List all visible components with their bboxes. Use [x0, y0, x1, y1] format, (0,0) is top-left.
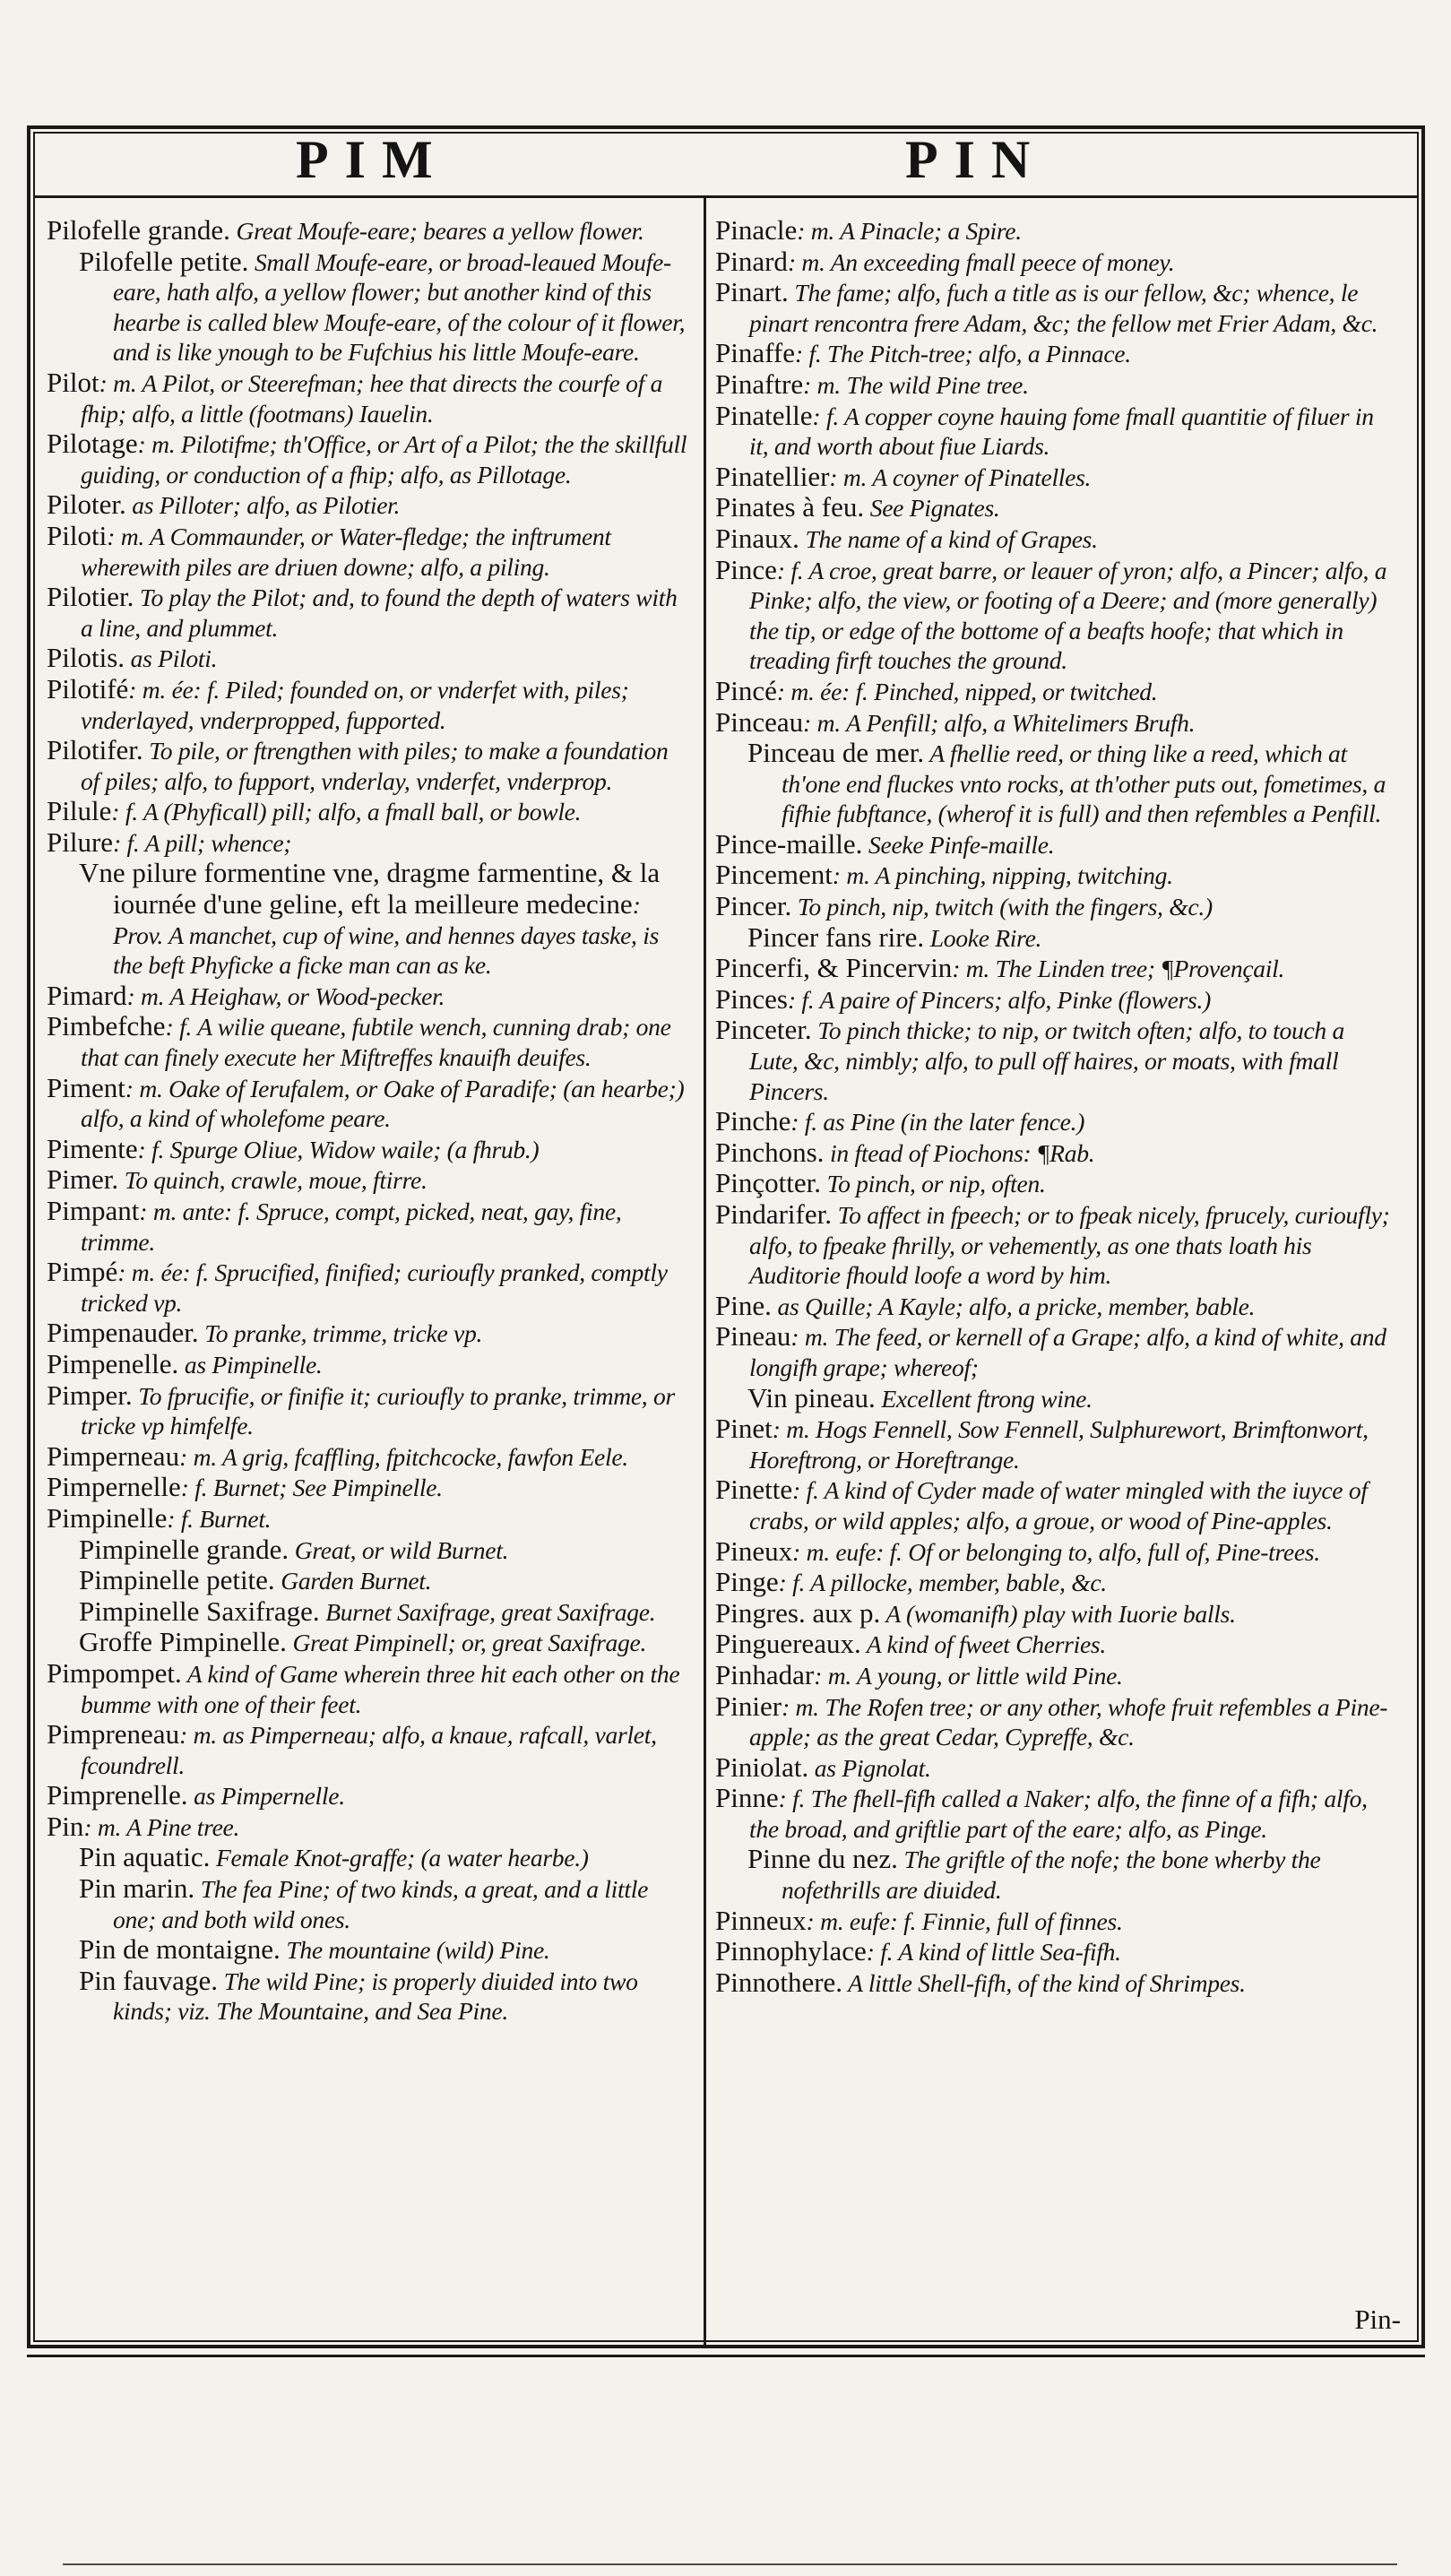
entry-headword: Pin de montaigne. [79, 1933, 281, 1966]
dictionary-entry [47, 1873, 690, 1934]
entry-headword: Pilofelle petite. [79, 245, 249, 277]
entry-definition: See Pignates. [864, 494, 1000, 523]
entry-headword: Pilure [47, 826, 114, 858]
entry-definition: Burnet Saxifrage, great Saxifrage. [319, 1597, 656, 1626]
entry-definition: : m. eufe: f. Finnie, full of finnes. [806, 1906, 1123, 1935]
entry-headword: Pince [715, 553, 777, 585]
entry-definition: : f. A copper coyne hauing fome fmall quantitie of filuer in it, and worth about fiue Liards. [749, 402, 1374, 461]
entry-definition: Great Pimpinell; or, great Saxifrage. [286, 1629, 647, 1657]
dictionary-entry [47, 1257, 690, 1318]
entry-headword: Pinatellier [715, 460, 830, 492]
entry-headword: Pimpinelle [47, 1501, 168, 1534]
entry-headword: Piloter. [47, 488, 126, 521]
dictionary-entry [47, 1966, 690, 2027]
entry-headword: Pimard [47, 979, 127, 1011]
entry-headword: Pinche [715, 1105, 791, 1137]
entry-definition: as Quille; A Kayle; alfo, a pricke, member, bable. [771, 1292, 1256, 1320]
entry-definition: To pranke, trimme, tricke vp. [198, 1319, 483, 1348]
dictionary-entry [47, 582, 690, 643]
entry-definition: A kind of Game wherein three hit each other on the bumme with one of their feet. [81, 1659, 680, 1718]
entry-definition: Excellent ftrong wine. [875, 1384, 1093, 1413]
entry-definition: : m. Pilotifme; th'Office, or Art of a Pilot; the the skillfull guiding, or conduction of a fhip; alfo, as Pillotage. [81, 430, 687, 488]
entry-definition: as Pignolat. [808, 1753, 931, 1782]
entry-definition: Small Moufe-eare, or broad-leaued Moufe-eare, hath alfo, a yellow flower; but another kind of this hearbe is called blew Moufe-eare, of the colour of it flower, and is like ynough to be Fufchius his little Moufe-eare. [113, 247, 686, 367]
entry-definition: : m. The wild Pine tree. [803, 370, 1029, 399]
dictionary-entry [715, 1598, 1398, 1629]
entry-headword: Pilotier. [47, 581, 134, 613]
entry-headword: Pilotis. [47, 642, 125, 674]
dictionary-entry [715, 1844, 1398, 1905]
entry-definition: : m. A young, or little wild Pine. [814, 1661, 1123, 1690]
entry-definition: The wild Pine; is properly diuided into two kinds; viz. The Mountaine, and Sea Pine. [113, 1967, 638, 2026]
dictionary-entry [47, 521, 690, 582]
entry-definition: : f. A paire of Pincers; alfo, Pinke (flowers.) [787, 985, 1211, 1014]
dictionary-entry [47, 858, 690, 980]
dictionary-entry [47, 1811, 690, 1843]
entry-headword: Pinge [715, 1566, 779, 1598]
dictionary-entry [47, 489, 690, 521]
entry-definition: : f. Burnet; See Pimpinelle. [180, 1474, 443, 1502]
entry-definition: : m. Hogs Fennell, Sow Fennell, Sulphurewort, Brimftonwort, Horeftrong, or Horeftrange. [749, 1415, 1369, 1474]
entry-headword: Pilofelle grande. [47, 215, 230, 246]
dictionary-entry [47, 1534, 690, 1566]
entry-headword: Pilule [47, 795, 112, 827]
dictionary-entry [47, 1134, 690, 1165]
header-rule [34, 195, 1417, 198]
entry-headword: Pimperneau [47, 1439, 180, 1472]
entry-definition: A little Shell-fifh, of the kind of Shrimpes. [842, 1968, 1246, 1997]
dictionary-entry [715, 1015, 1398, 1106]
dictionary-entry [715, 1291, 1398, 1322]
entry-definition: as Piloti. [125, 644, 218, 673]
dictionary-entry [47, 1380, 690, 1441]
entry-definition: The fea Pine; of two kinds, a great, and a little one; and both wild ones. [113, 1875, 649, 1933]
bottom-rule [63, 2563, 1397, 2565]
dictionary-entry [47, 1011, 690, 1072]
entry-headword: Pinnophylace [715, 1935, 867, 1967]
entry-headword: Pimprenelle. [47, 1779, 188, 1811]
dictionary-entry [47, 428, 690, 489]
entry-headword: Pinchons. [715, 1136, 825, 1168]
entry-definition: A (womanifh) play with Iuorie balls. [880, 1599, 1236, 1628]
entry-definition: : m. Oake of Ierufalem, or Oake of Paradife; (an hearbe;) alfo, a kind of wholefome peare. [81, 1074, 685, 1133]
running-head-left: PIM [296, 130, 449, 189]
entry-headword: Piment [47, 1071, 125, 1103]
dictionary-entry [715, 1629, 1398, 1660]
dictionary-entry [715, 1660, 1398, 1691]
entry-definition: The mountaine (wild) Pine. [280, 1936, 550, 1965]
entry-definition: : m. The Linden tree; ¶Provençail. [952, 955, 1285, 983]
dictionary-entry [715, 492, 1398, 523]
entry-headword: Pilotifer. [47, 734, 143, 766]
dictionary-entry [715, 1906, 1398, 1937]
entry-definition: Looke Rire. [924, 923, 1042, 952]
dictionary-entry [47, 1719, 690, 1780]
dictionary-entry [47, 1842, 690, 1873]
dictionary-entry [47, 1349, 690, 1380]
entry-definition: as Pimpinelle. [178, 1350, 323, 1379]
dictionary-entry [715, 555, 1398, 676]
entry-definition: : m. ée: f. Sprucified, finified; curioufly pranked, comptly tricked vp. [81, 1258, 668, 1317]
entry-definition: To pile, or ftrengthen with piles; to make a foundation of piles; alfo, to fupport, vnderlay, vnderfet, vnderprop. [81, 737, 669, 795]
entry-headword: Pinier [715, 1690, 782, 1722]
dictionary-entry [715, 891, 1398, 922]
entry-definition: : m. A Pinacle; a Spire. [797, 217, 1022, 245]
entry-headword: Pimente [47, 1132, 138, 1164]
left-column [47, 215, 690, 2339]
entry-headword: Pincé [715, 674, 777, 706]
entry-headword: Pinard [715, 245, 788, 277]
entry-headword: Pinette [715, 1474, 793, 1506]
entry-headword: Pin aquatic. [79, 1841, 211, 1873]
entry-headword: Pimpompet. [47, 1656, 182, 1689]
dictionary-entry [47, 1596, 690, 1628]
catchword: Pin- [1354, 2304, 1401, 2335]
entry-definition: To affect in fpeech; or to fpeak nicely, fprucely, curioufly; alfo, to fpeake fhrilly, or vehemently, as one thats loath his Auditorie fhould loofe a word by him. [749, 1201, 1390, 1290]
dictionary-entry [715, 1536, 1398, 1568]
entry-definition: : f. A kind of Cyder made of water mingled with the iuyce of crabs, or wild apples; alfo, a groue, or wood of Pine-apples. [749, 1476, 1368, 1534]
dictionary-entry [715, 277, 1398, 338]
entry-definition: : m. A coyner of Pinatelles. [829, 462, 1092, 491]
dictionary-entry [47, 367, 690, 428]
dictionary-entry [47, 1780, 690, 1811]
entry-headword: Pinhadar [715, 1658, 815, 1690]
dictionary-entry [715, 922, 1398, 954]
entry-headword: Pimpé [47, 1256, 118, 1288]
entry-headword: Pinne [715, 1782, 779, 1814]
entry-headword: Pinneux [715, 1904, 807, 1936]
entry-headword: Pinet [715, 1413, 773, 1445]
entry-definition: : m. ée: f. Piled; founded on, or vnderfet with, piles; vnderlayed, vnderpropped, fupported. [81, 675, 629, 734]
entry-definition: The fame; alfo, fuch a title as is our fellow, &c; whence, le pinart rencontra frere Adam, &c; the fellow met Frier Adam, &c. [749, 279, 1378, 337]
dictionary-entry [715, 1936, 1398, 1967]
entry-headword: Pimpinelle Saxifrage. [79, 1595, 320, 1627]
entry-headword: Pilotage [47, 428, 138, 460]
entry-definition: : f. A pill; whence; [113, 828, 292, 857]
entry-headword: Pinacle [715, 215, 798, 246]
entry-definition: : f. A pillocke, member, bable, &c. [778, 1569, 1107, 1597]
entry-headword: Pimbefche [47, 1010, 166, 1042]
entry-definition: Seeke Pinfe-maille. [862, 830, 1055, 859]
entry-headword: Pinaux. [715, 522, 799, 554]
dictionary-entry [47, 246, 690, 367]
entry-headword: Pincer. [715, 890, 792, 922]
entry-headword: Pinnothere. [715, 1966, 843, 1998]
entry-definition: Great, or wild Burnet. [289, 1535, 509, 1564]
entry-headword: Pincer fans rire. [747, 921, 925, 953]
entry-definition: To pinch thicke; to nip, or twitch often; alfo, to touch a Lute, &c, nimbly; alfo, to pull off haires, or moats, with fmall Pincers. [749, 1016, 1345, 1105]
dictionary-entry [715, 860, 1398, 891]
entry-definition: To pinch, or nip, often. [820, 1170, 1046, 1198]
right-column [715, 215, 1398, 2339]
entry-definition: The name of a kind of Grapes. [799, 524, 1098, 553]
entry-headword: Pimpenelle. [47, 1347, 179, 1379]
entry-headword: Pin marin. [79, 1872, 195, 1905]
entry-definition: : f. Burnet. [167, 1504, 272, 1533]
dictionary-entry [47, 1472, 690, 1503]
dictionary-entry [715, 1168, 1398, 1199]
entry-headword: Piloti [47, 519, 108, 551]
entry-definition: A fhellie reed, or thing like a reed, which at th'one end fluckes vnto rocks, at th'other puts out, fometimes, a fifhie fubftance, (wherof it is full) and then refembles a Penfill. [782, 739, 1386, 828]
entry-headword: Pimpinelle petite. [79, 1564, 275, 1596]
entry-headword: Pin [47, 1810, 84, 1842]
dictionary-entry [47, 1441, 690, 1473]
running-head-right: PIN [905, 130, 1047, 189]
dictionary-entry [715, 1783, 1398, 1844]
dictionary-entry [47, 735, 690, 796]
dictionary-entry [715, 401, 1398, 462]
dictionary-entry [715, 1474, 1398, 1535]
entry-definition: : m. A Pilot, or Steerefman; hee that directs the courfe of a fhip; alfo, a little (footmans) Iauelin. [81, 368, 663, 428]
entry-definition: : f. A kind of little Sea-fifh. [866, 1938, 1121, 1967]
dictionary-entry [47, 643, 690, 674]
entry-definition: : f. A (Phyficall) pill; alfo, a fmall ball, or bowle. [111, 798, 582, 826]
entry-definition: : m. The feed, or kernell of a Grape; alfo, a kind of white, and longifh grape; whereof; [749, 1323, 1386, 1381]
dictionary-entry [715, 953, 1398, 984]
dictionary-entry [715, 1413, 1398, 1474]
entry-definition: To play the Pilot; and, to found the depth of waters with a line, and plummet. [81, 583, 678, 642]
entry-headword: Pin fauvage. [79, 1964, 218, 1996]
entry-headword: Piniolat. [715, 1750, 809, 1783]
dictionary-entry [715, 1321, 1398, 1382]
entry-definition: : m. ée: f. Pinched, nipped, or twitched. [776, 677, 1158, 705]
entry-definition: A kind of fweet Cherries. [860, 1630, 1106, 1659]
entry-headword: Pineau [715, 1320, 791, 1353]
dictionary-entry [47, 981, 690, 1012]
entry-headword: Vin pineau. [747, 1381, 876, 1413]
entry-definition: : m. A Pine tree. [83, 1812, 240, 1841]
entry-headword: Pimpinelle grande. [79, 1533, 289, 1565]
dictionary-entry [47, 1503, 690, 1534]
entry-definition: To pinch, nip, twitch (with the fingers, &c.) [791, 893, 1213, 921]
dictionary-entry [47, 1164, 690, 1196]
entry-definition: : m. ante: f. Spruce, compt, picked, neat, gay, fine, trimme. [81, 1197, 622, 1256]
entry-headword: Pimpant [47, 1195, 140, 1226]
entry-definition: : m. eufe: f. Of or belonging to, alfo, full of, Pine-trees. [792, 1537, 1320, 1566]
entry-headword: Pine. [715, 1289, 772, 1321]
entry-definition: : m. A pinching, nipping, twitching. [832, 861, 1173, 890]
entry-headword: Vne pilure formentine vne, dragme farmentine, & la iournée d'une geline, eft la meilleure medecine [79, 857, 661, 921]
entry-headword: Pinne du nez. [747, 1843, 898, 1875]
dictionary-entry [715, 1137, 1398, 1169]
dictionary-entry [715, 738, 1398, 829]
dictionary-entry [47, 1318, 690, 1349]
entry-headword: Pinçotter. [715, 1167, 821, 1199]
entry-headword: Pinceau [715, 705, 804, 738]
dictionary-entry [715, 523, 1398, 555]
entry-definition: To fprucifie, or finifie it; curioufly to pranke, trimme, or tricke vp himfelfe. [81, 1381, 675, 1440]
dictionary-entry [47, 1196, 690, 1257]
dictionary-entry [715, 1567, 1398, 1598]
entry-headword: Pince-maille. [715, 827, 863, 860]
dictionary-entry [47, 827, 690, 859]
entry-headword: Pinaffe [715, 337, 795, 369]
entry-headword: Pinates à feu. [715, 491, 865, 523]
entry-definition: in ftead of Piochons: ¶Rab. [824, 1138, 1095, 1167]
entry-headword: Pinceter. [715, 1014, 812, 1046]
entry-definition: : m. as Pimperneau; alfo, a knaue, rafcall, varlet, fcoundrell. [81, 1721, 657, 1779]
dictionary-entry [715, 338, 1398, 369]
dictionary-entry [47, 1658, 690, 1719]
dictionary-entry [715, 1199, 1398, 1291]
entry-headword: Groffe Pimpinelle. [79, 1626, 287, 1658]
entry-headword: Pimpenauder. [47, 1317, 199, 1349]
dictionary-entry [715, 829, 1398, 860]
entry-headword: Pineux [715, 1534, 793, 1567]
entry-headword: Pincerfi, & Pincervin [715, 952, 953, 984]
dictionary-entry [715, 1752, 1398, 1784]
entry-headword: Pinceau de mer. [747, 737, 925, 769]
entry-definition: : f. as Pine (in the later fence.) [790, 1108, 1085, 1137]
entry-headword: Pinces [715, 982, 788, 1015]
entry-headword: Pimpernelle [47, 1471, 181, 1503]
entry-definition: : m. A Penfill; alfo, a Whitelimers Brufh. [803, 708, 1196, 737]
dictionary-entry [47, 1627, 690, 1658]
entry-headword: Pindarifer. [715, 1198, 832, 1230]
dictionary-entry [47, 1565, 690, 1596]
entry-headword: Pilotifé [47, 672, 129, 705]
entry-definition: as Pilloter; alfo, as Pilotier. [125, 491, 401, 520]
dictionary-entry [47, 1934, 690, 1966]
dictionary-entry [715, 707, 1398, 739]
entry-definition: : f. The Pitch-tree; alfo, a Pinnace. [794, 340, 1131, 368]
entry-headword: Pinaftre [715, 367, 804, 400]
dictionary-entry [715, 369, 1398, 401]
entry-definition: as Pimpernelle. [187, 1782, 345, 1811]
dictionary-entry [715, 1106, 1398, 1137]
entry-definition: Garden Burnet. [274, 1567, 432, 1595]
entry-headword: Pilot [47, 366, 99, 398]
entry-definition: : m. An exceeding fmall peece of money. [787, 247, 1175, 276]
dictionary-entry [715, 462, 1398, 493]
dictionary-entry [715, 215, 1398, 246]
entry-definition: : f. Spurge Oliue, Widow waile; (a fhrub.) [137, 1135, 540, 1163]
entry-headword: Pimpreneau [47, 1718, 180, 1750]
dictionary-entry [715, 1383, 1398, 1414]
entry-headword: Pinguereaux. [715, 1628, 861, 1660]
entry-definition: : m. The Rofen tree; or any other, whofe fruit refembles a Pine-apple; as the great Cedar, Cypreffe, &c. [749, 1692, 1388, 1751]
column-divider [704, 198, 706, 2347]
dictionary-entry [715, 1967, 1398, 1999]
entry-definition: : f. The fhell-fifh called a Naker; alfo, the finne of a fifh; alfo, the broad, and griftlie part of the eare; alfo, as Pinge. [749, 1785, 1368, 1843]
entry-headword: Pimper. [47, 1379, 133, 1411]
entry-definition: The griftle of the nofe; the bone wherby the nofethrills are diuided. [782, 1846, 1321, 1905]
dictionary-entry [47, 215, 690, 246]
dictionary-entry [47, 796, 690, 827]
dictionary-entry [715, 984, 1398, 1016]
dictionary-entry [47, 1073, 690, 1134]
entry-headword: Pinatelle [715, 399, 813, 431]
entry-definition: : m. A grig, fcaffling, fpitchcocke, fawfon Eele. [179, 1442, 628, 1471]
dictionary-entry [715, 246, 1398, 278]
entry-headword: Pincement [715, 859, 833, 891]
dictionary-entry [715, 676, 1398, 707]
dictionary-entry [47, 674, 690, 735]
entry-definition: : f. A wilie queane, fubtile wench, cunning drab; one that can finely execute her Miftreffes knauifh deuifes. [81, 1013, 671, 1072]
entry-definition: : Prov. A manchet, cup of wine, and hennes dayes taske, is the beft Phyficke a ficke man can as ke. [113, 891, 660, 980]
entry-definition: : m. A Heighaw, or Wood-pecker. [126, 981, 445, 1010]
entry-headword: Pingres. aux p. [715, 1596, 881, 1629]
entry-definition: Female Knot-graffe; (a water hearbe.) [210, 1844, 589, 1872]
dictionary-entry [715, 1691, 1398, 1752]
entry-headword: Pinart. [715, 276, 789, 308]
entry-definition: : f. A croe, great barre, or leauer of yron; alfo, a Pincer; alfo, a Pinke; alfo, the view, or footing of a Deere; and (more generally) the tip, or edge of the bottome of a beafts hoofe; that which in treading firft touches the ground. [749, 556, 1387, 675]
entry-definition: Great Moufe-eare; beares a yellow flower. [229, 217, 644, 245]
entry-headword: Pimer. [47, 1163, 119, 1196]
entry-definition: To quinch, crawle, moue, ftirre. [118, 1166, 428, 1195]
entry-definition: : m. A Commaunder, or Water-fledge; the inftrument wherewith piles are driuen downe; alfo, a piling. [81, 522, 611, 581]
